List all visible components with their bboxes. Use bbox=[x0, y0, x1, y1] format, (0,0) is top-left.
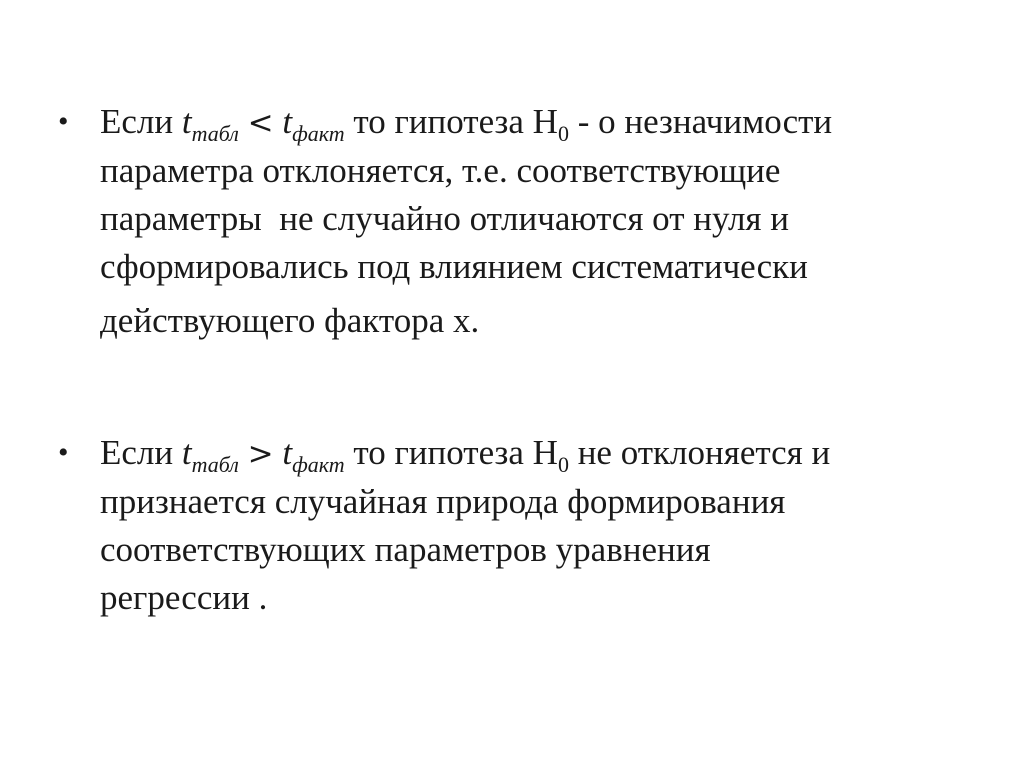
hypothesis-text: то гипотеза Н bbox=[344, 433, 558, 472]
bullet-line: действующего фактора х. bbox=[100, 301, 480, 340]
first-line-tail: не отклоняется и bbox=[568, 433, 831, 472]
bullet-first-line bbox=[100, 98, 958, 147]
comparison-operator: < bbox=[247, 105, 274, 141]
bullet-item-reject bbox=[58, 98, 958, 351]
bullet-line: параметры не случайно отличаются от нуля и bbox=[100, 199, 789, 238]
subscript-table: табл bbox=[191, 452, 239, 477]
bullet-line: параметра отклоняется, т.е. соответствующие bbox=[100, 151, 781, 190]
hypothesis-subscript: 0 bbox=[557, 452, 569, 477]
subscript-table: табл bbox=[191, 121, 239, 146]
t-symbol: t bbox=[181, 433, 192, 472]
bullet-dot-icon: • bbox=[58, 436, 69, 469]
t-symbol: t bbox=[282, 433, 293, 472]
bullet-line: соответствующих параметров уравнения bbox=[100, 530, 711, 569]
bullet-line: сформировались под влиянием систематически bbox=[100, 247, 808, 286]
bullet-list bbox=[58, 98, 958, 622]
t-symbol: t bbox=[282, 102, 293, 141]
bullet-first-line bbox=[100, 429, 958, 478]
bullet-line: регрессии . bbox=[100, 578, 268, 617]
first-line-tail: - о незначимости bbox=[568, 102, 833, 141]
bullet-dot-icon: • bbox=[58, 105, 69, 138]
bullet-line: признается случайная природа формирования bbox=[100, 482, 786, 521]
if-word: Если bbox=[100, 102, 174, 141]
bullet-item-accept bbox=[58, 429, 958, 622]
hypothesis-subscript: 0 bbox=[557, 121, 569, 146]
t-symbol: t bbox=[181, 102, 192, 141]
subscript-fact: факт bbox=[292, 452, 345, 477]
comparison-operator: > bbox=[247, 436, 274, 472]
subscript-fact: факт bbox=[292, 121, 345, 146]
if-word: Если bbox=[100, 433, 174, 472]
hypothesis-text: то гипотеза Н bbox=[344, 102, 558, 141]
